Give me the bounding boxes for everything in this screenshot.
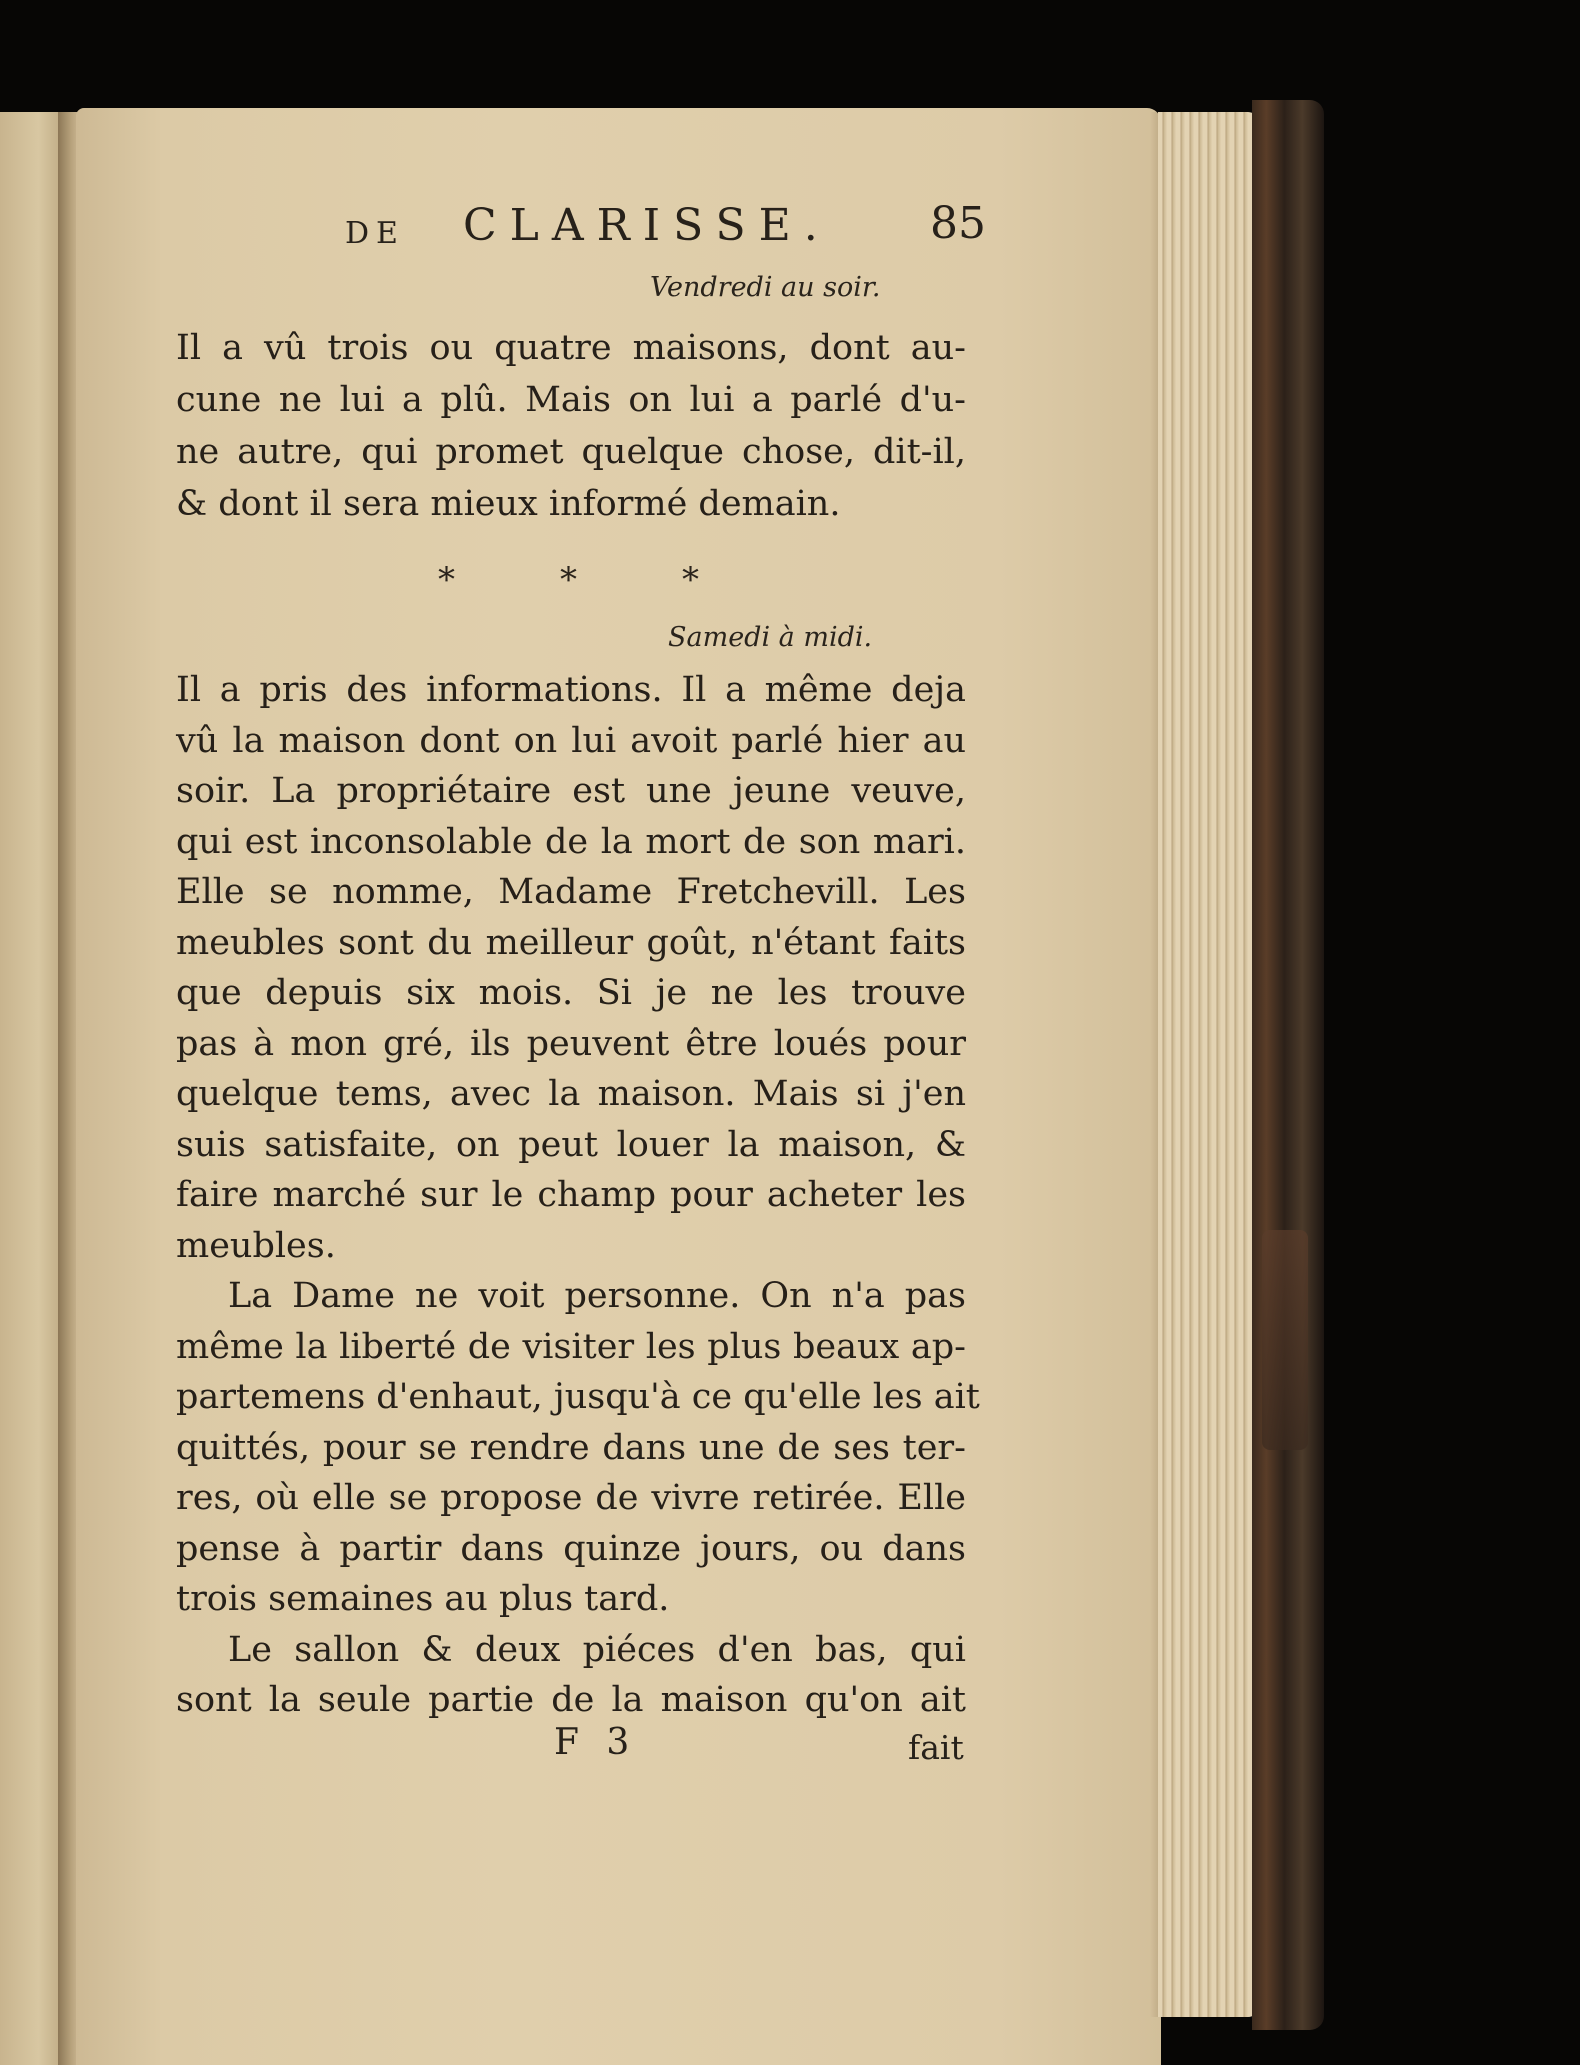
separator-asterisk: * <box>438 560 455 600</box>
page-number: 85 <box>930 198 986 249</box>
text-line: meubles sont du meilleur goût, n'étant faits <box>176 922 966 963</box>
text-line: trois semaines au plus tard. <box>176 1579 670 1619</box>
dateline-friday: Vendredi au soir. <box>650 272 881 303</box>
book-cover-binding <box>1252 100 1324 2030</box>
text-line: pense à partir dans quinze jours, ou dans <box>176 1528 966 1569</box>
text-line: & dont il sera mieux informé demain. <box>176 484 841 524</box>
text-line: qui est inconsolable de la mort de son mari. <box>176 821 966 862</box>
dateline-saturday: Samedi à midi. <box>668 622 873 653</box>
text-line: même la liberté de visiter les plus beaux ap- <box>176 1326 966 1367</box>
entry-saturday-text <box>176 664 980 1764</box>
text-line: La Dame ne voit personne. On n'a pas <box>228 1276 966 1316</box>
text-line: soir. La propriétaire est une jeune veuve, <box>176 771 966 811</box>
text-line: meubles. <box>176 1225 336 1266</box>
catchword: fait <box>908 1728 964 1767</box>
text-line: res, où elle se propose de vivre retirée. Elle <box>176 1478 966 1518</box>
text-line: faire marché sur le champ pour acheter les <box>176 1175 966 1215</box>
section-separator <box>438 560 738 600</box>
page-stack-edges <box>1158 112 1258 2017</box>
text-line: Il a vû trois ou quatre maisons, dont au- <box>176 328 966 368</box>
text-line: suis satisfaite, on peut louer la maison, & <box>176 1124 966 1165</box>
text-line: Elle se nomme, Madame Fretchevill. Les <box>176 872 966 912</box>
text-line: Il a pris des informations. Il a même deja <box>176 670 966 710</box>
text-line: quelque tems, avec la maison. Mais si j'en <box>176 1074 966 1114</box>
entry-friday-text <box>176 322 966 532</box>
text-line: que depuis six mois. Si je ne les trouve <box>176 973 966 1013</box>
text-line: ne autre, qui promet quelque chose, dit-il, <box>176 432 966 472</box>
signature-mark: F 3 <box>554 1722 638 1763</box>
text-line: sont la seule partie de la maison qu'on ait <box>176 1680 966 1720</box>
text-line: vû la maison dont on lui avoit parlé hier au <box>176 720 966 761</box>
separator-asterisk: * <box>682 560 699 600</box>
text-line: quittés, pour se rendre dans une de ses ter- <box>176 1427 966 1468</box>
header-title: CLARISSE. <box>463 200 831 251</box>
separator-asterisk: * <box>560 560 577 600</box>
header-prefix: DE <box>345 216 405 251</box>
text-line: partemens d'enhaut, jusqu'à ce qu'elle les ait <box>176 1377 980 1417</box>
text-line: Le sallon & deux piéces d'en bas, qui <box>228 1629 966 1670</box>
text-line: pas à mon gré, ils peuvent être loués pour <box>176 1023 966 1064</box>
cover-wear-spot <box>1262 1230 1308 1450</box>
text-line: cune ne lui a plû. Mais on lui a parlé d'u- <box>176 380 966 420</box>
